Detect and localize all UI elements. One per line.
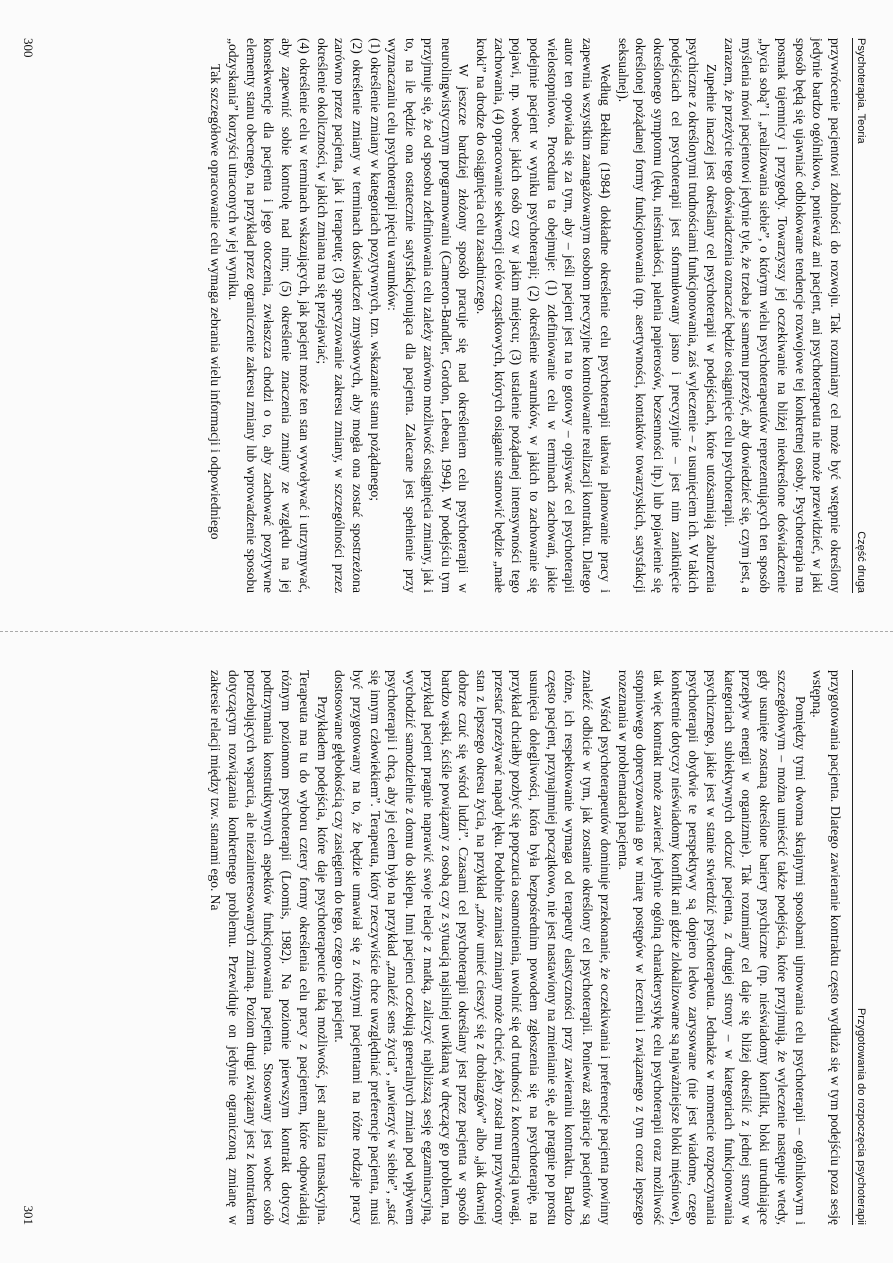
paragraph: Wśród psychoterapeutów dominuje przekonanie, że oczekiwania i preferencje pacjenta powinny znaleźć odbicie w tym, jak zostanie określony cel psychoterapii. Ponieważ aspiracje pacjentów są różne, ich respektowanie wymaga od terapeuty elastyczności przy zawieraniu kontraktu. Bardzo często pacjent, przynajmniej początkowo, nie jest nastawiony na zmienianie się, ale pragnie po prostu usunięcia dolegliwości, która była bezpośrednim powodem zgłoszenia się na psychoterapię, na przykład chciałby pozbyć się popczucia osamotnienia, uwolnić się od trudności z koncentracją uwagi, przestać przeżywać napady lęku. Podobnie zamiast zmiany może chcieć, żeby został mu przywrócony stan z lepszego okresu życia, na przykład „znów umieć cieszyć się z drobiazgów” albo „jak dawniej dobrze czuć się wśród ludzi”. Czasami cel psychoterapii określany jest przez pacjenta w sposób bardzo wąski, ściśle powiązany z osobą czy z sytuacją najsilniej uwikłaną w dręczący go problem, na przykład pacjent pragnie naprawić swoje relacje z matką, zaliczyć najbliższą sesję egzaminacyjną, wychodzić samodzielnie z domu do sklepu. Inni pacjenci oczekują generalnych zmian pod wpływem psychoterapii i chcą, aby jej celem było na przykład „znaleźć sens życia”, „uwierzyć w siebie”, „stać się innym człowiekiem”. Terapeuta, który rzeczywiście chce uwzględniać preferencje pacjenta, musi być przygotowany na to, że będzie umawiał się z różnymi pacjentami na różne rodzaje pracy dostosowane głębokością czy zasięgiem do tego, czego chce pacjent. — [332, 670, 613, 1225]
paragraph: Zupełnie inaczej jest określany cel psychoterapii w podejściach, które utożsamiają zaburzenia psychiczne z określonymi trudnościami funkcjonowania, zaś wyleczenie – z usunięciem ich. W takich podejściach cel psychoterapii jest sformułowany jasno i precyzyjnie – jest nim zaniknięcie określonego symptomu (lęku, nieśmiałości, palenia papierosów, bezsenności itp.) lub pojawienie się określonej pożądanej formy funkcjonowania (np. asertywności, kontaktów towarzyskich, satysfakcji seksualnej). — [615, 38, 720, 593]
paragraph: Według Bełkina (1984) dokładne określenie celu psychoterapii ułatwia planowanie pracy i zapewnia wszystkim zaangażowanym osobom precyzyjne kontrolowanie realizacji kontraktu. Dlatego autor ten opowiada się za tym, aby – jeśli pacjent jest na to gotowy – opisywać cel psychoterapii wielostopniowo. Procedura ta obejmuje: (1) zdefiniowanie celu w terminach zachowań, jakie podejmie pacjent w wyniku psychoterapii; (2) określenie warunków, w jakich to zachowanie się pojawi, np. wobec jakich osób czy w jakim miejscu; (3) ustalenie pożądanej intensywności tego zachowania, (4) opracowanie sekwencji celów cząstkowych, których osiąganie stanowić będzie „małe kroki” na drodze do osiągnięcia celu zasadniczego. — [473, 38, 613, 593]
header-left: Psychoterapia. Teoria — [855, 38, 867, 144]
list-item: (4) określenie celu w terminach wskazujących, jak pacjent może ten stan wywoływać i utrzymywać, aby zapewnić sobie kontrolę nad nim; (5) określenie znaczenia zmiany ze względu na jej konsekwencje dla pacjenta i jego otoczenia, zwłaszcza chodzi o to, aby zachować pozytywne elementy stanu obecnego, na przykład przez ograniczenie zakresu zmiany lub wprowadzenie sposobu „odzyskania” korzyści utraconych w jej wyniku. — [226, 38, 312, 593]
header-right: Przygotowania do rozpoczęcia psychoterapii — [855, 1007, 867, 1225]
book-page-300 — [0, 0, 893, 631]
page-body — [207, 38, 844, 593]
list-item: (2) określenie zmiany w terminach doświadczeń zmysłowych, aby mogła ona zostać spostrzeżona zarówno przez pacjenta, jak i terapeutę; (3) sprecyzowanie zakresu zmiany, w szczególności przez określenie okoliczności, w jakich zmiana ma się przejawiać; — [314, 38, 366, 593]
page-number: 300 — [21, 38, 36, 58]
paragraph: przywrócenie pacjentowi zdolności do rozwoju. Tak rozumiany cel może być wstępnie określony jedynie bardzo ogólnikowo, ponieważ ani pacjent, ani psychoterapeuta nie może przewidzieć, w jaki sposób będą się ujawniać odblokowane tendencje rozwojowe tej konkretnej osoby. Psychoterapia ma posmak tajemnicy i przygody. Towarzyszy jej oczekiwanie na bliżej nieokreślone doświadczenie „bycia sobą” i „realizowania siebie”, o którym wielu psychoterapeutów reprezentujących ten sposób myślenia mówi pacjentowi jedynie tyle, że trzeba je samemu przeżyć, aby dowiedzieć się, czym jest, a zarazem, że przeżycie tego doświadczenia oznaczać będzie osiągnięcie celu psychoterapii. — [721, 38, 843, 593]
page-301-region — [0, 632, 893, 1263]
paragraph: Pomiędzy tymi dwoma skrajnymi sposobami ujmowania celu psychoterapii – ogólnikowym i szczegółowym – można umieścić także podejścia, które przyjmują, że wyleczenie następuje wtedy, gdy usunięte zostaną określone bariery psychiczne (np. nieświadomy konflikt, bloki utrudniające przepływ energii w organizmie). Tak rozumiany cel daje się bliżej określić z jednej strony w kategoriach subiektywnych odczuć pacjenta, z drugiej strony – w kategoriach funkcjonowania psychicznego, jakie jest w stanie stwierdzić psychoterapeuta. Jednakże w momencie rozpoczynania psychoterapii obydwie te perspektywy są dopiero ledwo zarysowane (nie jest wiadome, czego konkretnie dotyczy nieświadomy konflikt ani gdzie zlokalizowane są najważniejsze bloki mięśniowe), tak więc kontrakt może zawierać jedynie ogólną charakterystykę celu psychoterapii oraz możliwość stopniowego doprecyzowania go w miarę postępów w leczeniu i związanego z tym coraz lepszego rozeznania w problematach pacjenta. — [615, 670, 808, 1225]
paragraph: przygotowania pacjenta. Dlatego zawieranie kontraktu często wydłuża się w tym podejściu poza sesję wstępną. — [810, 670, 843, 1225]
page-body — [207, 670, 844, 1225]
running-header — [852, 670, 867, 1225]
paragraph: Tak szczegółowe opracowanie celu wymaga zebrania wielu informacji i odpowiedniego — [208, 64, 224, 540]
book-page-301 — [0, 632, 893, 1263]
page-300-region — [0, 0, 893, 631]
running-header — [852, 38, 867, 593]
paragraph: W jeszcze bardziej złożony sposób pracuje się nad określeniem celu psychoterapii w neurolingwistycznym programowaniu (Cameron-Bandler, Gordon, Lebeau, 1994). W podejściu tym przyjmuje się, że od sposobu zdefiniowania celu zależy zarówno możliwość osiągnięcia zmiany, jak i to, na ile będzie ona ostatecznie satysfakcjonująca dla pacjenta. Zalecane jest spełnienie przy wyznaczaniu celu psychoterapii pięciu warunków: — [385, 38, 472, 593]
paragraph: Przykładem podejścia, które daje psychoterapeucie taką możliwość, jest analiza transakcyjna. Terapeuta ma tu do wyboru cztery formy określenia celu pracy z pacjentem, które odpowiadają różnym poziomom psychoterapii (Loomis, 1982). Na poziomie pierwszym kontrakt dotyczy podtrzymania konstruktywnych aspektów funkcjonowania pacjenta. Stosowany jest wobec osób potrzebujących wsparcia, ale niezainteresowanych zmianą. Poziom drugi związany jest z kontraktem dotyczącym rozwiązania konkretnego problemu. Przewiduje on jedynie ograniczoną zmianę w zakresie relacji między tzw. stanami ego. Na — [208, 670, 330, 1225]
header-right: Część druga — [855, 531, 867, 593]
page-number: 301 — [21, 1205, 36, 1225]
list-item: (1) określenie zmiany w kategoriach pozytywnych, tzn. wskazanie stanu pożądanego; — [367, 38, 383, 501]
